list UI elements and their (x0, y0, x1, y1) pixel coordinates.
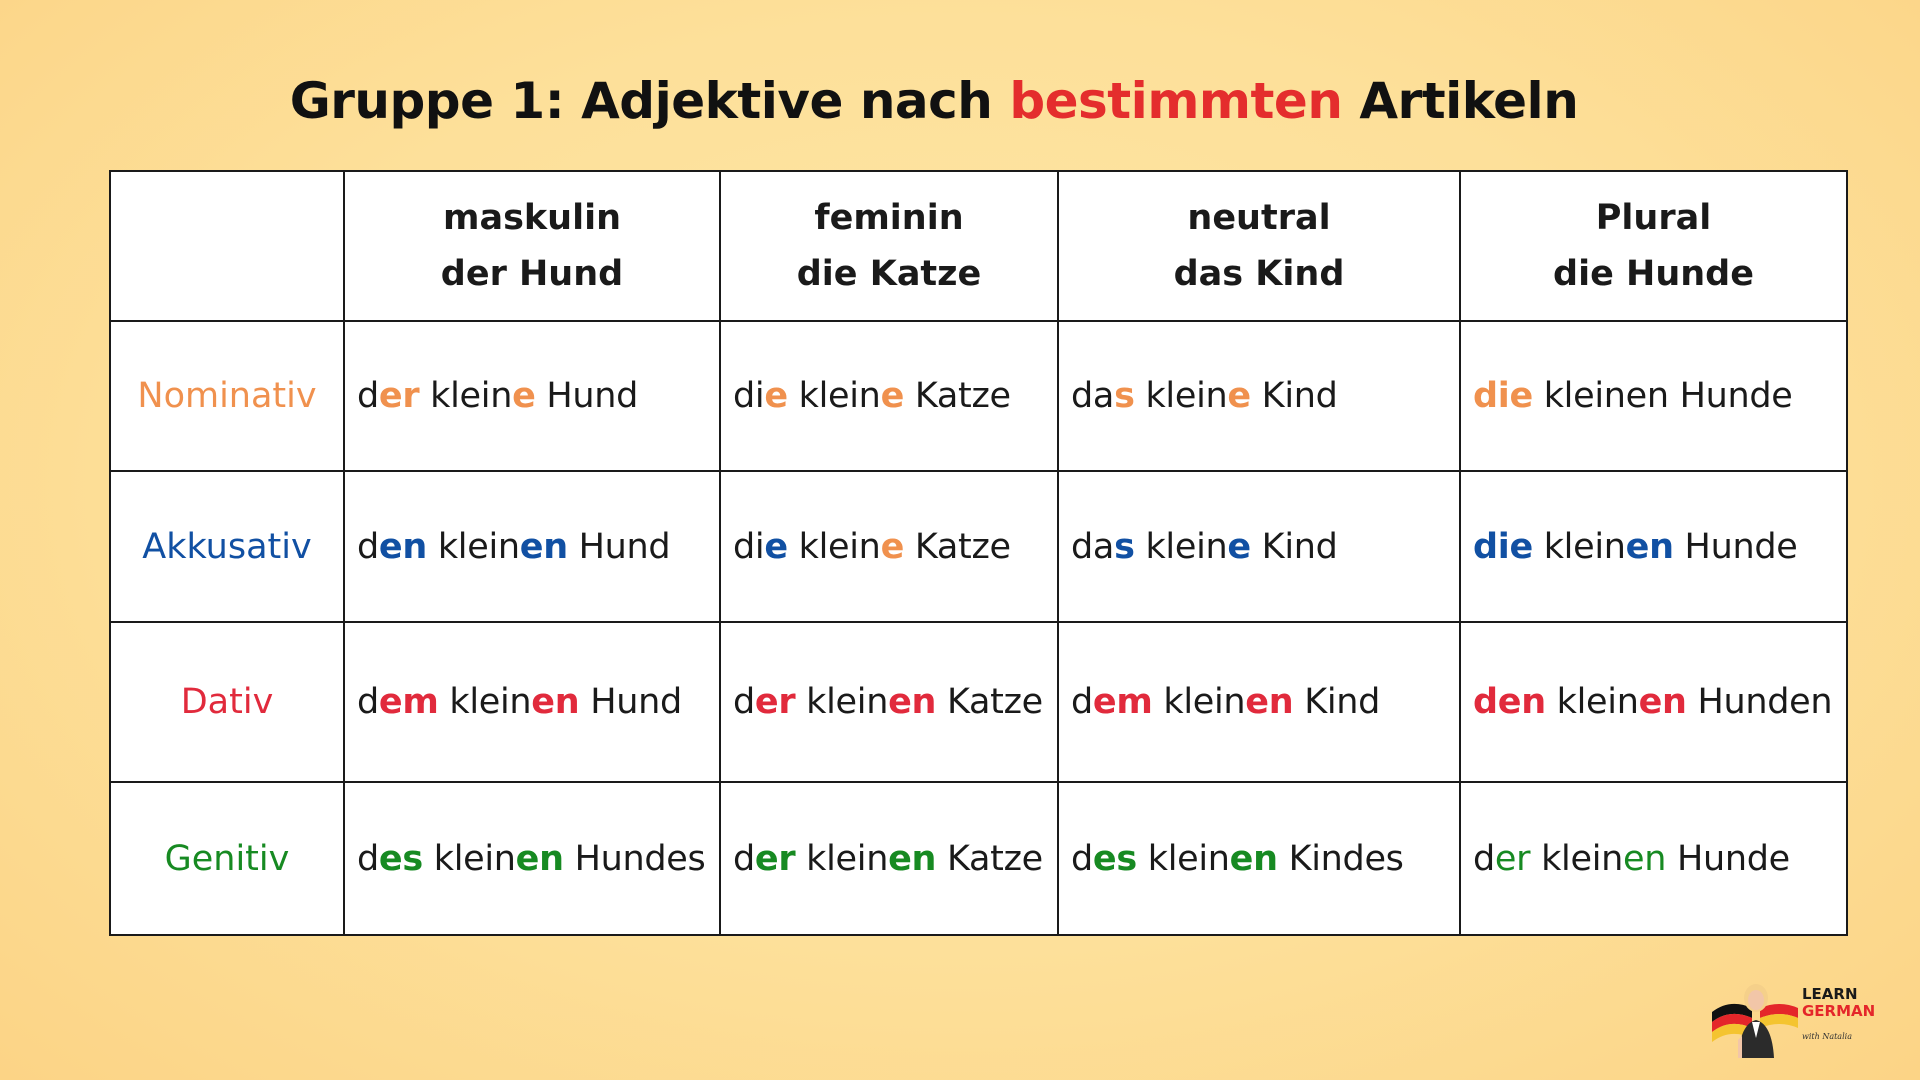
header-gender: Plural (1595, 198, 1712, 238)
case-label-akkusativ: Akkusativ (110, 471, 344, 621)
article-ending: die (1473, 376, 1533, 417)
noun: Kindes (1288, 838, 1404, 879)
table-row-dativ (110, 622, 1847, 783)
adjective-stem: klein (798, 376, 881, 417)
header-cell-empty (110, 171, 344, 321)
title-suffix: Artikeln (1342, 72, 1579, 130)
page-title (0, 72, 1868, 130)
header-example: der Hund (440, 254, 624, 294)
adjective-ending: en (515, 838, 564, 879)
adjective-stem: klein (449, 682, 532, 723)
article-ending: er (378, 376, 420, 417)
article-ending: den (1473, 682, 1546, 723)
article-stem: di (733, 526, 765, 567)
article-ending: s (1114, 526, 1135, 567)
adjective-stem: klein (430, 376, 513, 417)
case-label-dativ: Dativ (110, 622, 344, 783)
declension-cell (1058, 622, 1460, 783)
adjective-stem: klein (1543, 526, 1626, 567)
adjective-stem: klein (1145, 526, 1228, 567)
header-cell-feminin (720, 171, 1058, 321)
article-ending: es (378, 838, 423, 879)
noun: Hunde (1679, 376, 1793, 417)
noun: Kind (1261, 526, 1338, 567)
declension-cell (1460, 471, 1847, 621)
article-stem: d (733, 838, 755, 879)
noun: Hund (578, 526, 671, 567)
declension-cell (344, 321, 720, 471)
adjective-ending: en (1245, 682, 1294, 723)
article-stem: d (357, 682, 379, 723)
table-row-genitiv (110, 782, 1847, 935)
declension-cell (720, 471, 1058, 621)
declension-cell (720, 622, 1058, 783)
learn-german-logo (1708, 974, 1878, 1058)
adjective-stem: klein (437, 526, 520, 567)
article-stem: d (1071, 838, 1093, 879)
declension-cell (1460, 622, 1847, 783)
adjective-stem: klein (806, 838, 889, 879)
adjective-stem: klein (1145, 376, 1228, 417)
adjective-stem: klein (433, 838, 516, 879)
adjective-ending: en (888, 682, 937, 723)
article-stem: d (357, 838, 379, 879)
article-stem: d (1473, 838, 1495, 879)
adjective-ending: e (880, 526, 905, 567)
table-header-row (110, 171, 1847, 321)
header-example: die Katze (796, 254, 982, 294)
article-ending: em (378, 682, 439, 723)
article-ending: er (754, 838, 796, 879)
case-label-nominativ: Nominativ (110, 321, 344, 471)
logo-german: GERMAN (1802, 1002, 1876, 1020)
article-ending: en (378, 526, 427, 567)
noun: Hunde (1676, 838, 1790, 879)
adjective-ending: e (1227, 376, 1251, 417)
header-gender: maskulin (442, 198, 622, 238)
noun: Hundes (574, 838, 706, 879)
adjective-ending: en (1625, 526, 1674, 567)
article-stem: di (733, 376, 765, 417)
article-ending: em (1092, 682, 1153, 723)
adjective-stem: klein (798, 526, 881, 567)
article-ending: s (1114, 376, 1135, 417)
adjective-ending: e (880, 376, 905, 417)
table-row-akkusativ (110, 471, 1847, 621)
declension-cell (1460, 321, 1847, 471)
table-body (110, 321, 1847, 935)
teacher-with-german-flag-icon (1708, 978, 1800, 1058)
adjective-ending: en (888, 838, 937, 879)
adjective-ending: en (1638, 682, 1687, 723)
declension-cell (720, 782, 1058, 935)
noun: Kind (1261, 376, 1338, 417)
declension-cell (344, 622, 720, 783)
declension-cell (1058, 321, 1460, 471)
header-example: das Kind (1173, 254, 1345, 294)
logo-subtitle: with Natalia (1802, 1032, 1852, 1041)
article-ending: er (754, 682, 796, 723)
adjective-stem: klein (1163, 682, 1246, 723)
declension-cell (344, 471, 720, 621)
declension-cell (720, 321, 1058, 471)
article-ending: e (764, 376, 788, 417)
header-cell-maskulin (344, 171, 720, 321)
declension-cell (1058, 471, 1460, 621)
article-ending: es (1092, 838, 1137, 879)
adjective-stem: klein (806, 682, 889, 723)
title-accent: bestimmten (1009, 72, 1343, 130)
noun: Kind (1304, 682, 1381, 723)
article-stem: da (1071, 526, 1115, 567)
article-ending: er (1494, 838, 1531, 879)
table-row-nominativ (110, 321, 1847, 471)
article-stem: d (733, 682, 755, 723)
declension-cell (344, 782, 720, 935)
noun: Hunden (1697, 682, 1833, 723)
adjective-stem: klein (1147, 838, 1230, 879)
article-stem: d (357, 376, 379, 417)
adjective-ending: en (1623, 838, 1667, 879)
noun: Katze (946, 838, 1043, 879)
adjective-stem: klein (1556, 682, 1639, 723)
header-gender: feminin (814, 198, 964, 238)
noun: Katze (914, 376, 1011, 417)
noun: Hund (546, 376, 639, 417)
noun: Katze (946, 682, 1043, 723)
noun: Hund (590, 682, 682, 723)
header-gender: neutral (1187, 198, 1331, 238)
noun: Katze (914, 526, 1011, 567)
logo-text (1802, 986, 1875, 1045)
adjective-stem: kleinen (1543, 376, 1669, 417)
adjective-ending: e (1227, 526, 1251, 567)
header-cell-neutral (1058, 171, 1460, 321)
declension-cell (1058, 782, 1460, 935)
adjective-ending: e (512, 376, 536, 417)
article-ending: e (764, 526, 788, 567)
declension-table (109, 170, 1848, 936)
header-cell-plural (1460, 171, 1847, 321)
adjective-stem: klein (1541, 838, 1624, 879)
article-ending: die (1473, 526, 1533, 567)
article-stem: d (1071, 682, 1093, 723)
declension-cell (1460, 782, 1847, 935)
article-stem: d (357, 526, 379, 567)
case-label-genitiv: Genitiv (110, 782, 344, 935)
header-example: die Hunde (1553, 254, 1754, 294)
adjective-ending: en (531, 682, 580, 723)
title-prefix: Gruppe 1: Adjektive nach (289, 72, 1010, 130)
adjective-ending: en (1229, 838, 1278, 879)
noun: Hunde (1684, 526, 1798, 567)
logo-learn: LEARN (1802, 985, 1858, 1003)
article-stem: da (1071, 376, 1115, 417)
adjective-ending: en (519, 526, 568, 567)
